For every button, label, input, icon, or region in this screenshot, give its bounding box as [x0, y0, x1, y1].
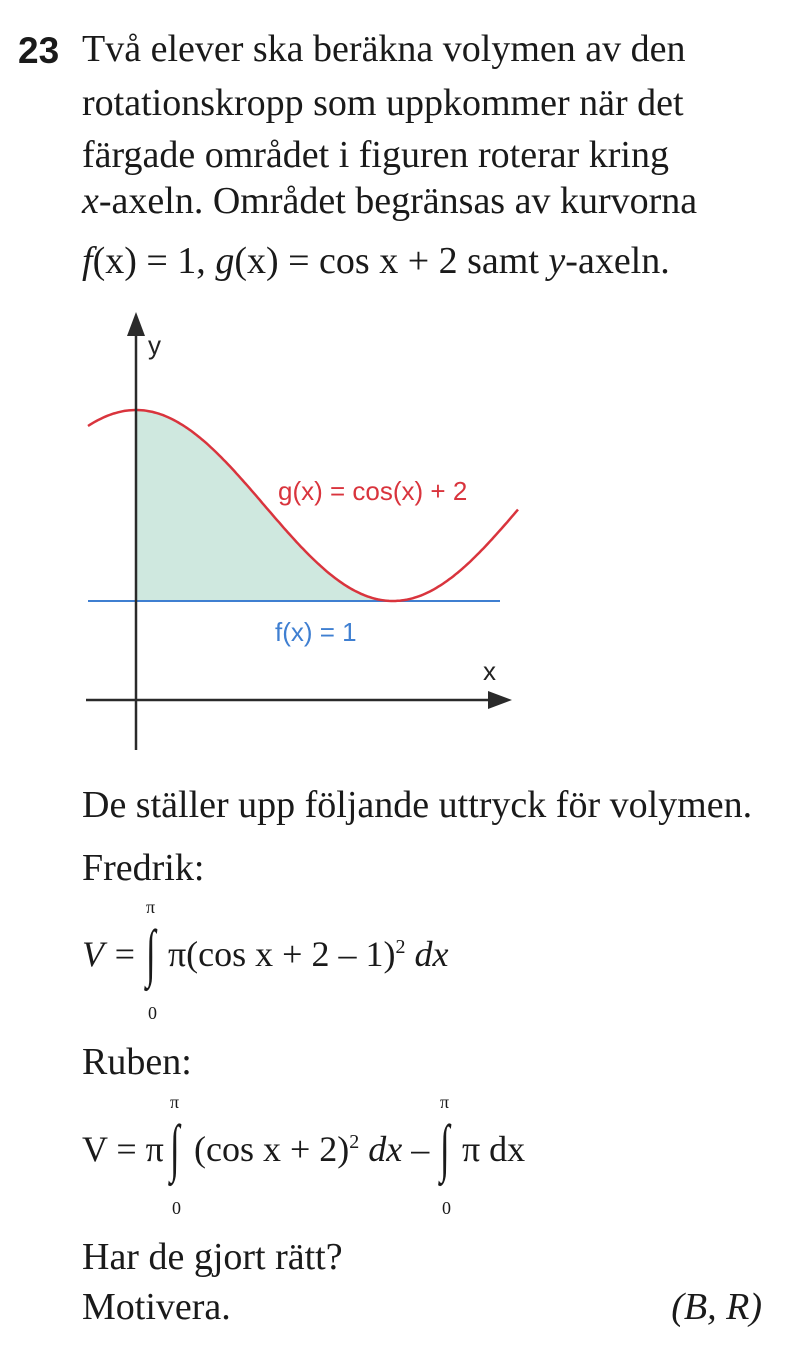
ruben-lower-limit-2: 0	[442, 1198, 451, 1218]
g-label: g(x) = cos(x) + 2	[278, 476, 468, 506]
ruben-integral-sign-1: ∫	[170, 1112, 180, 1183]
function-definitions	[82, 236, 670, 286]
fredrik-dx: dx	[414, 934, 449, 974]
problem-line-2: rotationskropp som uppkommer när det	[82, 82, 684, 124]
ruben-lhs: V = π	[82, 1129, 164, 1169]
points-badge: (B, R)	[671, 1286, 762, 1328]
ruben-name: Ruben:	[82, 1041, 192, 1083]
f-name: f	[82, 240, 93, 282]
g-rhs: = cos x + 2	[288, 240, 458, 282]
ruben-lower-limit-1: 0	[172, 1198, 181, 1218]
g-arg: (x)	[234, 240, 279, 282]
y-axis-label: y	[148, 330, 161, 360]
fredrik-integral-sign: ∫	[146, 917, 156, 988]
ruben-integral-sign-2: ∫	[440, 1112, 450, 1183]
fredrik-name: Fredrik:	[82, 847, 205, 889]
question: Har de gjort rätt?	[82, 1236, 343, 1278]
problem-line-3: färgade området i figuren roterar kring	[82, 134, 669, 176]
ruben-dx-1: dx –	[368, 1129, 430, 1169]
problem-line-1: Två elever ska beräkna volymen av den	[82, 28, 686, 70]
fredrik-lhs: V =	[82, 934, 137, 974]
ruben-integrand-1	[194, 1128, 429, 1170]
fredrik-integrand	[168, 933, 448, 975]
x-variable: x	[82, 180, 99, 222]
ruben-upper-limit-2: π	[440, 1092, 450, 1112]
problem-line-4-text: -axeln. Området begränsas av kurvorna	[98, 180, 698, 222]
fredrik-lower-limit: 0	[148, 1003, 157, 1023]
ruben-body-2: π dx	[462, 1129, 526, 1169]
ruben-upper-limit-1: π	[170, 1092, 180, 1112]
tail-suffix: -axeln.	[565, 240, 670, 282]
instruction: Motivera.	[82, 1286, 231, 1328]
tail-prefix: samt	[467, 240, 539, 282]
ruben-expression	[82, 1090, 552, 1220]
ruben-integrand-2	[462, 1128, 525, 1170]
x-axis-arrow	[488, 691, 512, 709]
f-arg: (x)	[92, 240, 137, 282]
f-rhs: = 1,	[146, 240, 206, 282]
g-name: g	[215, 240, 235, 282]
rotation-figure	[0, 300, 560, 760]
x-axis-label: x	[483, 656, 496, 686]
fredrik-exponent: 2	[395, 936, 406, 958]
f-label: f(x) = 1	[275, 617, 357, 647]
problem-number: 23	[18, 30, 60, 71]
fredrik-upper-limit: π	[146, 897, 156, 917]
problem-line-4	[82, 176, 697, 226]
y-axis-arrow	[127, 312, 145, 336]
ruben-exponent-1: 2	[349, 1131, 360, 1153]
fredrik-body: π(cos x + 2 – 1)	[168, 934, 396, 974]
text-after-figure: De ställer upp följande uttryck för volymen.	[82, 784, 753, 826]
y-variable: y	[548, 240, 566, 282]
ruben-body-1: (cos x + 2)	[194, 1129, 350, 1169]
fredrik-expression	[82, 895, 502, 1025]
